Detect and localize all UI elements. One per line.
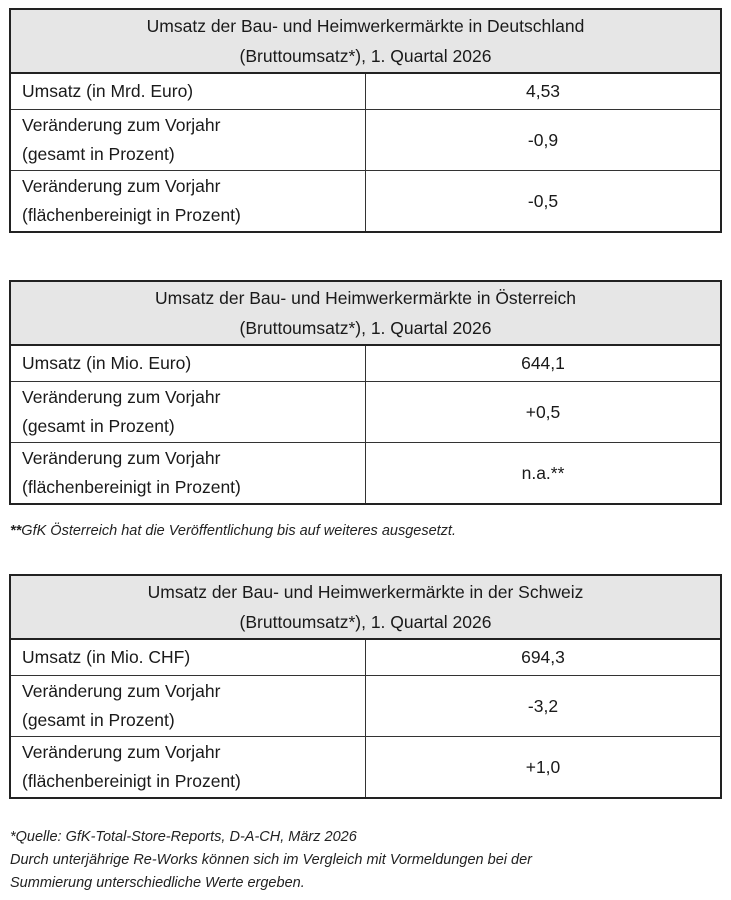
table-germany <box>9 8 722 233</box>
row-label <box>10 73 366 110</box>
row-label-line1: Veränderung zum Vorjahr <box>22 387 221 407</box>
table-row <box>10 676 721 737</box>
table-switzerland <box>9 574 722 799</box>
table-row <box>10 443 721 505</box>
row-label-line2: (gesamt in Prozent) <box>22 710 175 730</box>
row-label-line2: (flächenbereinigt in Prozent) <box>22 477 241 497</box>
table-row <box>10 345 721 382</box>
row-value: +1,0 <box>366 737 722 799</box>
row-value: -3,2 <box>366 676 722 737</box>
table-title-line2: (Bruttoumsatz*), 1. Quartal 2026 <box>239 612 492 632</box>
table-title-line2: (Bruttoumsatz*), 1. Quartal 2026 <box>239 318 492 338</box>
row-label-line2: (flächenbereinigt in Prozent) <box>22 771 241 791</box>
row-value: -0,5 <box>366 171 722 233</box>
table-row <box>10 639 721 676</box>
row-label <box>10 676 366 737</box>
row-value: 4,53 <box>366 73 722 110</box>
table-row <box>10 382 721 443</box>
table-row <box>10 110 721 171</box>
row-value: +0,5 <box>366 382 722 443</box>
table-title-line1: Umsatz der Bau- und Heimwerkermärkte in Deutschland <box>146 16 585 36</box>
table-row <box>10 73 721 110</box>
row-label-line2: (gesamt in Prozent) <box>22 144 175 164</box>
row-label-line1: Umsatz (in Mio. CHF) <box>22 647 191 667</box>
row-label-line1: Veränderung zum Vorjahr <box>22 681 221 701</box>
table-row <box>10 171 721 233</box>
source-note-line1: *Quelle: GfK-Total-Store-Reports, D-A-CH, März 2026 <box>10 829 357 845</box>
row-label-line1: Veränderung zum Vorjahr <box>22 448 221 468</box>
row-label <box>10 345 366 382</box>
row-label <box>10 639 366 676</box>
table-title <box>10 281 721 345</box>
footnote-austria <box>10 520 456 543</box>
row-label-line2: (gesamt in Prozent) <box>22 416 175 436</box>
row-label <box>10 110 366 171</box>
table-title <box>10 9 721 73</box>
row-label <box>10 443 366 505</box>
row-label <box>10 171 366 233</box>
footnote-text: GfK Österreich hat die Veröffentlichung bis auf weiteres ausgesetzt. <box>21 523 456 539</box>
table-austria <box>9 280 722 505</box>
row-label-line1: Umsatz (in Mrd. Euro) <box>22 81 194 101</box>
source-note <box>10 826 532 895</box>
row-label <box>10 382 366 443</box>
row-label <box>10 737 366 799</box>
row-value: -0,9 <box>366 110 722 171</box>
row-label-line1: Veränderung zum Vorjahr <box>22 176 221 196</box>
row-label-line1: Umsatz (in Mio. Euro) <box>22 353 192 373</box>
source-note-line2: Durch unterjährige Re-Works können sich im Vergleich mit Vormeldungen bei der <box>10 852 532 868</box>
table-title <box>10 575 721 639</box>
row-label-line1: Veränderung zum Vorjahr <box>22 115 221 135</box>
footnote-marker: ** <box>10 523 22 539</box>
source-note-line3: Summierung unterschiedliche Werte ergeben. <box>10 875 305 891</box>
row-label-line1: Veränderung zum Vorjahr <box>22 742 221 762</box>
row-label-line2: (flächenbereinigt in Prozent) <box>22 205 241 225</box>
table-title-line2: (Bruttoumsatz*), 1. Quartal 2026 <box>239 46 492 66</box>
row-value: 694,3 <box>366 639 722 676</box>
table-title-line1: Umsatz der Bau- und Heimwerkermärkte in der Schweiz <box>147 582 584 602</box>
table-title-line1: Umsatz der Bau- und Heimwerkermärkte in Österreich <box>154 288 577 308</box>
table-row <box>10 737 721 799</box>
row-value: n.a.** <box>366 443 722 505</box>
row-value: 644,1 <box>366 345 722 382</box>
